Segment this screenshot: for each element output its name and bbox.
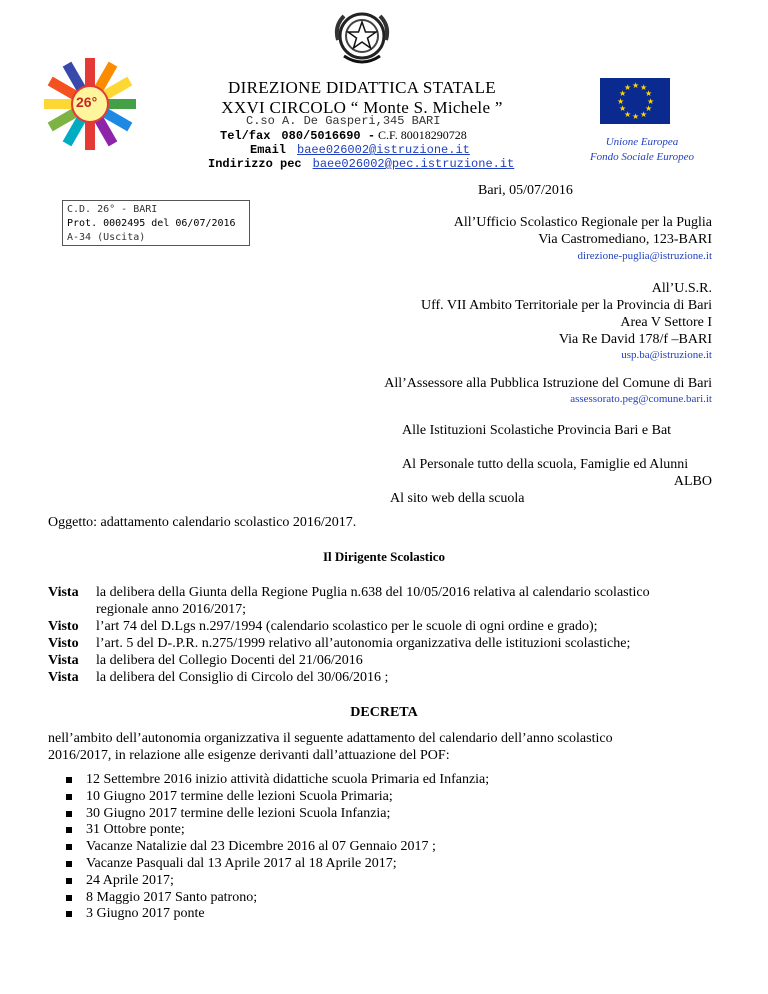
recipient-personale: Al Personale tutto della scuola, Famiglie ed Alunni [402,457,689,472]
vista-label: Vista [48,653,79,668]
vista-label: Visto [48,636,79,651]
telfax-value: 080/5016690 - [281,129,376,143]
italian-emblem [330,6,394,68]
email-row [250,142,470,157]
vista-text: la delibera della Giunta della Regione Puglia n.638 del 10/05/2016 relativa al calendario scolastico [96,585,650,600]
fiscal-code: C.F. 80018290728 [378,128,467,142]
protocol-line-3: A-34 (Uscita) [67,232,146,243]
pec-row [208,156,514,171]
svg-text:★: ★ [632,81,640,90]
list-item: 8 Maggio 2017 Santo patrono; [62,890,489,907]
vista-row-1 [48,584,728,601]
recipient-usr2-email[interactable]: usp.ba@istruzione.it [621,349,712,361]
vista-text-cont: regionale anno 2016/2017; [96,602,247,617]
telfax-row [220,128,467,143]
vista-label: Vista [48,585,79,600]
decreta-heading: DECRETA [350,705,418,720]
vista-text: la delibera del Consiglio di Circolo del 30/06/2016 ; [96,670,389,685]
list-item: 12 Settembre 2016 inizio attività didattiche scuola Primaria ed Infanzia; [62,772,489,789]
org-circle: XXVI CIRCOLO “ Monte S. Michele ” [221,98,503,117]
vista-row-4 [48,652,728,669]
org-address: C.so A. De Gasperi,345 BARI [246,114,441,128]
svg-text:★: ★ [640,110,648,119]
svg-text:★: ★ [645,104,653,113]
eu-caption-1: Unione Europea [605,136,679,148]
email-link[interactable]: baee026002@istruzione.it [297,143,470,157]
list-item: Vacanze Pasquali dal 13 Aprile 2017 al 18 Aprile 2017; [62,856,489,873]
calendar-list [62,772,489,923]
svg-text:★: ★ [632,112,640,121]
vista-text: l’art. 5 del D-.P.R. n.275/1999 relativo all’autonomia organizzativa delle istituzioni scolastiche; [96,636,631,651]
recipient-ufficio: Uff. VII Ambito Territoriale per la Provincia di Bari [420,298,712,313]
pec-link[interactable]: baee026002@pec.istruzione.it [312,157,515,171]
intro-line-2: 2016/2017, in relazione alle esigenze derivanti dall’attuazione del POF: [48,748,450,763]
svg-text:★: ★ [624,83,632,92]
email-label: Email [250,143,287,157]
vista-row-2 [48,618,728,635]
recipient-assessore: All’Assessore alla Pubblica Istruzione del Comune di Bari [384,376,712,391]
vista-label: Visto [48,619,79,634]
vista-row-3 [48,635,728,652]
svg-text:★: ★ [645,89,653,98]
pec-label: Indirizzo pec [208,157,302,171]
svg-text:★: ★ [619,89,627,98]
subject-line: Oggetto: adattamento calendario scolastico 2016/2017. [48,515,357,530]
telfax-label: Tel/fax [220,129,271,143]
protocol-line-1: C.D. 26° - BARI [67,204,158,215]
recipient-istituzioni: Alle Istituzioni Scolastiche Provincia Bari e Bat [402,423,672,438]
list-item: 24 Aprile 2017; [62,873,489,890]
recipient-usr: All’Ufficio Scolastico Regionale per la Puglia [453,215,712,230]
document-date: Bari, 05/07/2016 [478,183,573,198]
logo-number: 26° [76,94,98,110]
protocol-line-2: Prot. 0002495 del 06/07/2016 [67,218,236,229]
intro-line-1: nell’ambito dell’autonomia organizzativa il seguente adattamento del calendario dell’anno scolastico [48,731,613,746]
vista-text: la delibera del Collegio Docenti del 21/06/2016 [96,653,363,668]
signer-title: Il Dirigente Scolastico [322,549,446,564]
list-item: Vacanze Natalizie dal 23 Dicembre 2016 al 07 Gennaio 2017 ; [62,839,489,856]
recipient-area: Area V Settore I [620,315,712,330]
list-item: 30 Giugno 2017 termine delle lezioni Scuola Infanzia; [62,806,489,823]
eu-caption-2: Fondo Sociale Europeo [589,151,695,163]
svg-text:★: ★ [624,110,632,119]
svg-text:★: ★ [640,83,648,92]
school-logo [42,56,138,152]
protocol-stamp [62,200,250,246]
recipient-assessore-email[interactable]: assessorato.peg@comune.bari.it [570,393,712,405]
vista-row-5 [48,669,728,686]
recipient-usr-email[interactable]: direzione-puglia@istruzione.it [577,250,712,262]
recipient-sito: Al sito web della scuola [390,491,525,506]
svg-text:★: ★ [617,97,625,106]
recipient-albo: ALBO [673,474,712,489]
recipient-usr2-address: Via Re David 178/f –BARI [558,332,712,347]
vista-row-1-cont [48,601,768,618]
vista-label: Vista [48,670,79,685]
list-item: 3 Giugno 2017 ponte [62,906,489,923]
recipient-usr-address: Via Castromediano, 123-BARI [538,232,712,247]
recipient-usr2: All’U.S.R. [651,281,712,296]
list-item: 31 Ottobre ponte; [62,822,489,839]
svg-text:★: ★ [619,104,627,113]
vista-text: l’art 74 del D.Lgs n.297/1994 (calendario scolastico per le scuole di ogni ordine e grado); [96,619,598,634]
svg-text:★: ★ [647,97,655,106]
list-item: 10 Giugno 2017 termine delle lezioni Scuola Primaria; [62,789,489,806]
eu-flag [600,78,670,124]
org-name: DIREZIONE DIDATTICA STATALE [228,78,496,97]
